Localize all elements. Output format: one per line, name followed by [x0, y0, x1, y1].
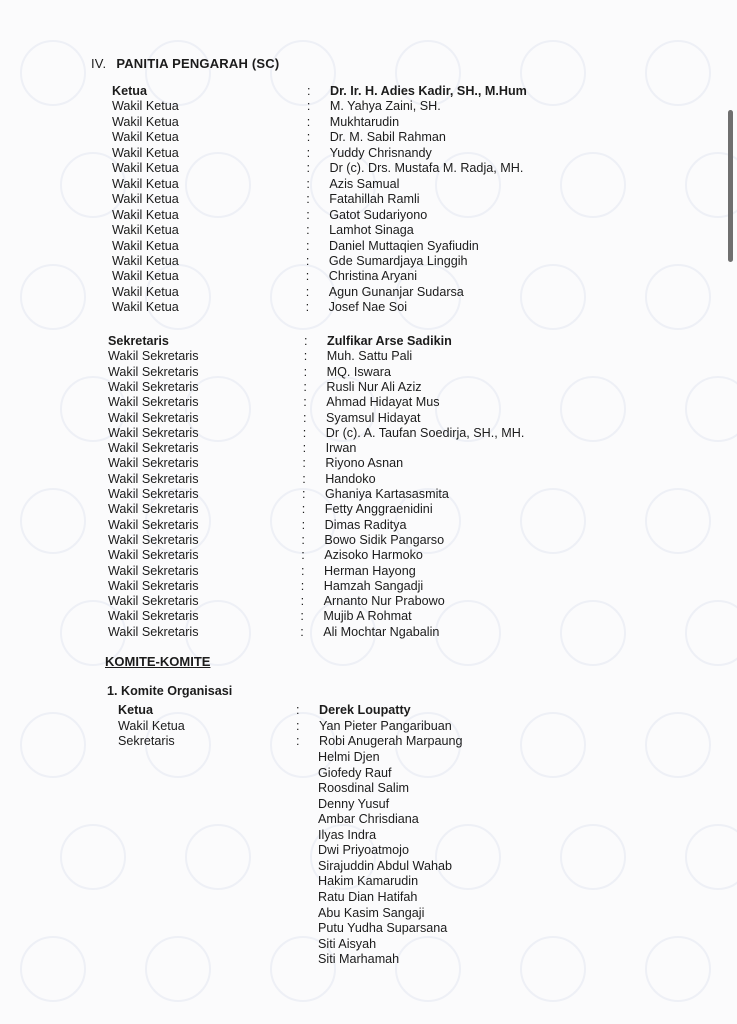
colon-separator: : — [303, 349, 308, 364]
colon-separator: : — [303, 364, 308, 379]
member-name: Handoko — [325, 471, 376, 486]
role-label: Wakil Sekretaris — [108, 563, 199, 578]
member-name: Dr (c). Drs. Mustafa M. Radja, MH. — [329, 161, 524, 176]
role-label: Wakil Sekretaris — [108, 441, 199, 456]
watermark-emblem — [520, 712, 586, 778]
colon-separator: : — [306, 99, 311, 114]
colon-separator: : — [301, 548, 305, 563]
watermark-emblem — [185, 824, 251, 890]
scrollbar-thumb[interactable] — [728, 110, 733, 262]
colon-separator: : — [301, 502, 306, 517]
role-label: Wakil Sekretaris — [108, 364, 199, 379]
role-label: Wakil Sekretaris — [108, 487, 199, 501]
member-name: Irwan — [325, 441, 357, 456]
member-name: Daniel Muttaqien Syafiudin — [329, 238, 479, 253]
role-label: Wakil Sekretaris — [108, 425, 199, 440]
komite-member: Helmi Djen — [318, 750, 380, 764]
role-label: Wakil Sekretaris — [108, 379, 199, 394]
komite-member: Ambar Chrisdiana — [318, 812, 419, 827]
watermark-emblem — [645, 40, 711, 106]
watermark-emblem — [20, 488, 86, 554]
colon-separator: : — [302, 441, 307, 456]
colon-separator: : — [296, 703, 300, 717]
member-name: Herman Hayong — [324, 563, 416, 578]
member-name: Derek Loupatty — [319, 703, 411, 717]
member-name: M. Yahya Zaini, SH. — [329, 99, 441, 114]
colon-separator: : — [303, 410, 307, 425]
member-name: Agun Gunanjar Sudarsa — [328, 284, 464, 299]
komite-member: Sirajuddin Abdul Wahab — [318, 858, 452, 873]
role-label: Wakil Ketua — [112, 176, 179, 191]
role-label: Wakil Ketua — [112, 238, 179, 253]
watermark-emblem — [435, 600, 501, 666]
role-label: Wakil Ketua — [112, 269, 179, 284]
role-label: Ketua — [112, 84, 147, 98]
colon-separator: : — [303, 379, 307, 394]
member-name: Gatot Sudariyono — [329, 207, 428, 222]
watermark-emblem — [685, 600, 737, 666]
member-name: Robi Anugerah Marpaung — [319, 734, 463, 749]
member-name: Ahmad Hidayat Mus — [326, 395, 440, 410]
watermark-emblem — [645, 264, 711, 330]
member-name: Syamsul Hidayat — [326, 410, 421, 425]
role-label: Wakil Sekretaris — [108, 349, 199, 364]
watermark-emblem — [20, 712, 86, 778]
colon-separator: : — [305, 269, 310, 284]
member-name: Dimas Raditya — [324, 517, 407, 532]
colon-separator: : — [296, 718, 300, 733]
komite-number: 1. — [107, 684, 118, 698]
role-label: Wakil Sekretaris — [108, 517, 199, 532]
colon-separator: : — [306, 114, 311, 129]
colon-separator: : — [296, 734, 300, 749]
member-name: Rusli Nur Ali Aziz — [326, 379, 422, 394]
colon-separator: : — [303, 395, 307, 410]
member-name: Gde Sumardjaya Linggih — [328, 253, 468, 268]
role-label: Wakil Sekretaris — [108, 548, 199, 563]
komite-heading: KOMITE-KOMITE — [105, 654, 211, 669]
colon-separator: : — [302, 456, 306, 471]
watermark-emblem — [270, 264, 336, 330]
colon-separator: : — [300, 594, 305, 609]
member-name: Fetty Anggraenidini — [324, 502, 433, 517]
member-name: Dr. Ir. H. Adies Kadir, SH., M.Hum — [330, 84, 527, 98]
member-name: Azisoko Harmoko — [324, 548, 423, 563]
colon-separator: : — [306, 130, 311, 145]
role-label: Wakil Ketua — [118, 718, 185, 733]
colon-separator: : — [302, 471, 306, 486]
member-name: Mujib A Rohmat — [323, 609, 412, 624]
role-label: Ketua — [118, 703, 153, 717]
watermark-emblem — [520, 40, 586, 106]
watermark-emblem — [560, 152, 626, 218]
watermark-emblem — [560, 824, 626, 890]
member-name: Arnanto Nur Prabowo — [323, 594, 445, 609]
section-heading — [91, 56, 279, 71]
komite-member: Abu Kasim Sangaji — [318, 905, 425, 920]
member-name: Zulfikar Arse Sadikin — [327, 334, 452, 348]
watermark-emblem — [560, 600, 626, 666]
member-name: Fatahillah Ramli — [329, 192, 420, 207]
role-label: Wakil Ketua — [112, 130, 179, 145]
colon-separator: : — [306, 145, 311, 160]
section-number: IV. — [91, 56, 107, 71]
komite-member: Roosdinal Salim — [318, 781, 409, 796]
member-name: Yuddy Chrisnandy — [329, 145, 432, 160]
watermark-emblem — [185, 152, 251, 218]
watermark-emblem — [645, 712, 711, 778]
komite-member: Ratu Dian Hatifah — [318, 889, 418, 904]
role-label: Wakil Ketua — [112, 300, 179, 315]
colon-separator: : — [301, 517, 306, 532]
colon-separator: : — [306, 176, 310, 191]
colon-separator: : — [302, 487, 306, 501]
watermark-emblem — [435, 824, 501, 890]
role-label: Wakil Ketua — [112, 145, 179, 160]
komite-member: Hakim Kamarudin — [318, 874, 419, 889]
watermark-emblem — [270, 40, 336, 106]
role-label: Wakil Sekretaris — [108, 594, 199, 609]
watermark-emblem — [395, 936, 461, 1002]
member-name: Josef Nae Soi — [328, 300, 407, 315]
colon-separator: : — [305, 253, 310, 268]
watermark-emblem — [20, 40, 86, 106]
role-label: Wakil Sekretaris — [108, 395, 199, 410]
watermark-emblem — [145, 936, 211, 1002]
watermark-emblem — [520, 936, 586, 1002]
komite-member: Siti Aisyah — [318, 936, 377, 951]
member-name: Mukhtarudin — [329, 114, 400, 129]
colon-separator: : — [306, 238, 310, 253]
watermark-emblem — [520, 264, 586, 330]
member-name: Ghaniya Kartasasmita — [325, 487, 449, 501]
colon-separator: : — [306, 223, 310, 238]
member-name: Lamhot Sinaga — [329, 223, 414, 238]
watermark-emblem — [520, 488, 586, 554]
role-label: Wakil Sekretaris — [108, 609, 199, 624]
member-name: Azis Samual — [329, 176, 400, 191]
colon-separator: : — [306, 207, 310, 222]
watermark-emblem — [560, 376, 626, 442]
member-name: Dr (c). A. Taufan Soedirja, SH., MH. — [325, 425, 525, 440]
komite-member: Ilyas Indra — [318, 827, 377, 842]
member-name: Yan Pieter Pangaribuan — [319, 718, 452, 733]
role-label: Wakil Ketua — [112, 99, 179, 114]
role-label: Wakil Ketua — [112, 284, 179, 299]
colon-separator: : — [305, 284, 310, 299]
colon-separator: : — [304, 334, 308, 348]
watermark-emblem — [685, 376, 737, 442]
role-label: Wakil Sekretaris — [108, 456, 199, 471]
role-label: Wakil Sekretaris — [108, 532, 199, 547]
watermark-emblem — [145, 40, 211, 106]
role-label: Wakil Ketua — [112, 223, 179, 238]
member-name: Hamzah Sangadji — [323, 578, 424, 593]
role-label: Wakil Sekretaris — [108, 410, 199, 425]
role-label: Wakil Ketua — [112, 253, 179, 268]
member-name: Ali Mochtar Ngabalin — [323, 624, 440, 639]
colon-separator: : — [306, 161, 310, 176]
member-name: Christina Aryani — [328, 269, 417, 284]
komite-name: Komite Organisasi — [121, 684, 233, 698]
watermark-emblem — [645, 936, 711, 1002]
komite-member: Dwi Priyoatmojo — [318, 843, 409, 858]
colon-separator: : — [302, 425, 307, 440]
member-name: MQ. Iswara — [326, 364, 391, 379]
komite-title — [107, 684, 232, 698]
member-name: Muh. Sattu Pali — [326, 349, 413, 364]
section-title: PANITIA PENGARAH (SC) — [116, 56, 280, 71]
role-label: Wakil Ketua — [112, 114, 179, 129]
watermark-emblem — [20, 936, 86, 1002]
colon-separator: : — [307, 84, 311, 98]
watermark-emblem — [60, 824, 126, 890]
role-label: Wakil Sekretaris — [108, 624, 199, 639]
colon-separator: : — [300, 624, 304, 639]
komite-member: Siti Marhamah — [318, 952, 400, 967]
role-label: Sekretaris — [108, 334, 169, 348]
role-label: Wakil Sekretaris — [108, 502, 199, 517]
role-label: Wakil Ketua — [112, 192, 179, 207]
role-label: Wakil Sekretaris — [108, 578, 199, 593]
role-label: Wakil Ketua — [112, 207, 179, 222]
role-label: Sekretaris — [118, 734, 175, 749]
colon-separator: : — [305, 300, 310, 315]
member-name: Riyono Asnan — [325, 456, 404, 471]
komite-member: Giofedy Rauf — [318, 765, 392, 780]
colon-separator: : — [300, 578, 305, 593]
watermark-emblem — [645, 488, 711, 554]
komite-member: Putu Yudha Suparsana — [318, 921, 448, 936]
colon-separator: : — [300, 609, 304, 624]
colon-separator: : — [301, 532, 305, 547]
watermark-emblem — [685, 824, 737, 890]
member-name: Dr. M. Sabil Rahman — [329, 130, 446, 145]
role-label: Wakil Sekretaris — [108, 471, 199, 486]
colon-separator: : — [306, 192, 310, 207]
watermark-emblem — [20, 264, 86, 330]
komite-member: Denny Yusuf — [318, 796, 390, 811]
role-label: Wakil Ketua — [112, 161, 179, 176]
colon-separator: : — [301, 563, 305, 578]
member-name: Bowo Sidik Pangarso — [324, 532, 445, 547]
